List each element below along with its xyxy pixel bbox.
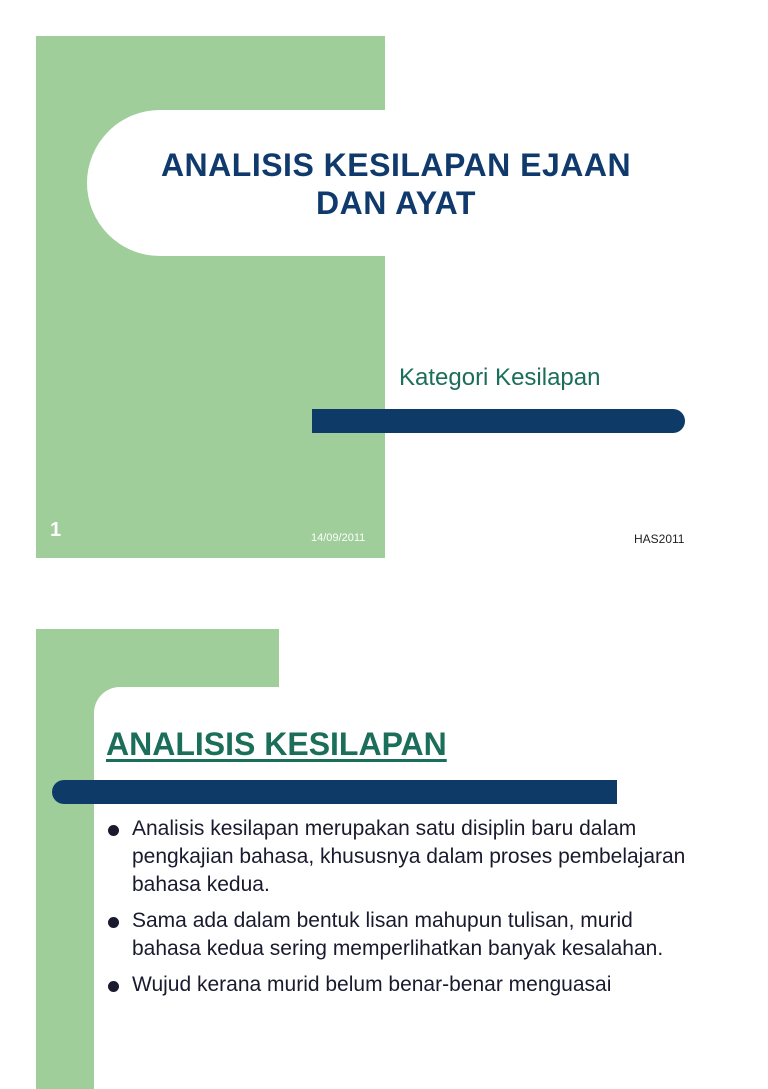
bullet-icon bbox=[108, 917, 119, 928]
slide-1-title bbox=[96, 146, 696, 222]
list-item bbox=[106, 907, 686, 963]
bullet-list bbox=[106, 815, 686, 1007]
divider-bar bbox=[52, 780, 617, 804]
slide-1 bbox=[36, 36, 736, 558]
slide-2 bbox=[36, 629, 736, 1089]
title-line-2: DAN AYAT bbox=[316, 185, 476, 221]
bullet-icon bbox=[108, 981, 119, 992]
bullet-icon bbox=[108, 825, 119, 836]
slide-number: 1 bbox=[50, 519, 62, 541]
divider-bar bbox=[312, 409, 685, 433]
bullet-text: Wujud kerana murid belum benar-benar menguasai bbox=[132, 973, 612, 996]
slide-1-subtitle: Kategori Kesilapan bbox=[399, 364, 601, 391]
footer-code: HAS2011 bbox=[634, 532, 685, 546]
list-item bbox=[106, 815, 686, 899]
list-item bbox=[106, 971, 686, 999]
bullet-text: Analisis kesilapan merupakan satu disiplin baru dalam pengkajian bahasa, khususnya dalam proses pembelajaran bahasa kedua. bbox=[132, 817, 686, 896]
title-line-1: ANALISIS KESILAPAN EJAAN bbox=[160, 147, 632, 183]
slide-2-title: ANALISIS KESILAPAN bbox=[106, 726, 447, 762]
bullet-text: Sama ada dalam bentuk lisan mahupun tulisan, murid bahasa kedua sering memperlihatkan banyak kesalahan. bbox=[132, 909, 664, 960]
footer-date: 14/09/2011 bbox=[311, 532, 366, 544]
